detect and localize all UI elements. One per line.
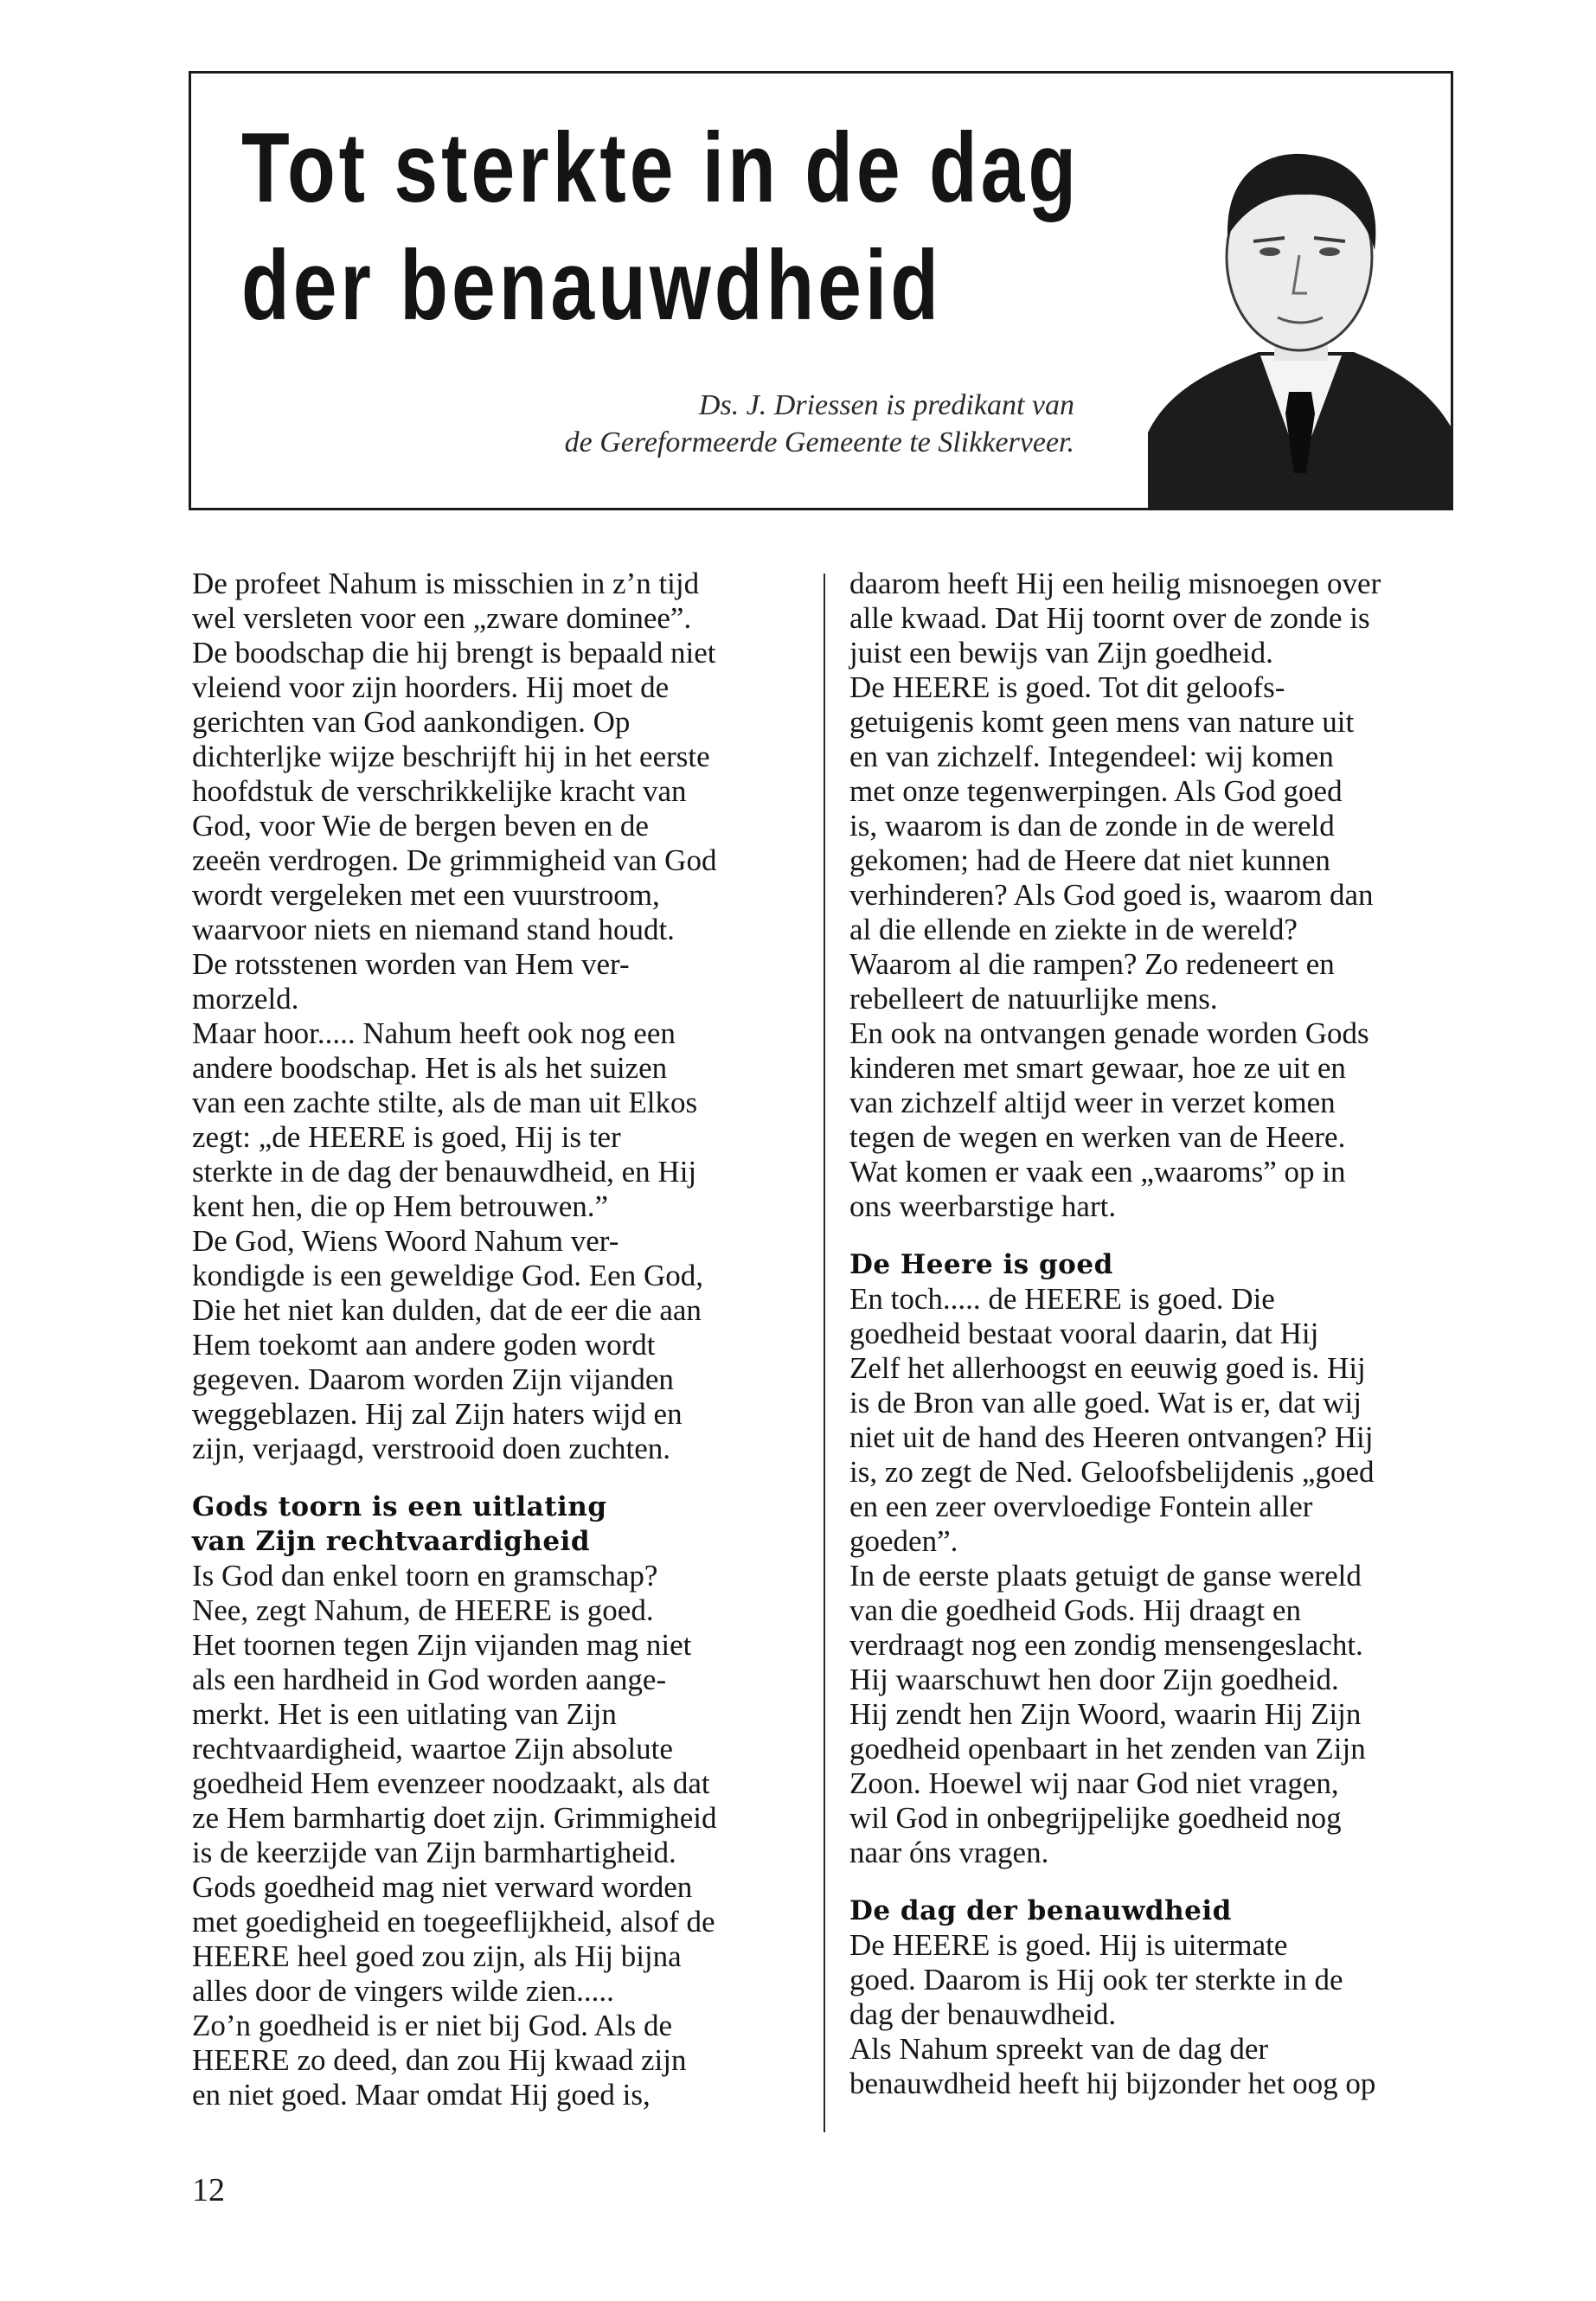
text-line: tegen de wegen en werken van de Heere. (849, 1120, 1346, 1154)
text-line: met onze tegenwerpingen. Als God goed (849, 774, 1343, 808)
text-line: De HEERE is goed. Tot dit geloofs- (849, 670, 1285, 704)
text-line: goedheid bestaat vooral daarin, dat Hij (849, 1317, 1319, 1350)
text-line: Is God dan enkel toorn en gramschap? (192, 1559, 658, 1593)
text-line: De HEERE is goed. Hij is uitermate (849, 1928, 1288, 1962)
text-line: benauwdheid heeft hij bijzonder het oog op (849, 2067, 1376, 2100)
section-heading (849, 1247, 1455, 1282)
text-line: al die ellende en ziekte in de wereld? (849, 913, 1298, 946)
text-line: daarom heeft Hij een heilig misnoegen over (849, 567, 1381, 600)
text-line: merkt. Het is een uitlating van Zijn (192, 1697, 617, 1731)
text-line: Die het niet kan dulden, dat de eer die aan (192, 1293, 702, 1327)
text-line: juist een bewijs van Zijn goedheid. (849, 636, 1273, 670)
section-heading (849, 1894, 1455, 1928)
header-box (189, 71, 1453, 510)
text-line: In de eerste plaats getuigt de ganse wereld (849, 1559, 1362, 1593)
paragraph (849, 1282, 1455, 1870)
text-line: En ook na ontvangen genade worden Gods (849, 1016, 1369, 1050)
text-line: rechtvaardigheid, waartoe Zijn absolute (192, 1732, 673, 1766)
text-line: ze Hem barmhartig doet zijn. Grimmigheid (192, 1801, 717, 1835)
photo-caption (565, 387, 1074, 461)
text-line: De profeet Nahum is misschien in z’n tijd (192, 567, 700, 600)
paragraph (849, 1928, 1455, 2101)
caption-line: de Gereformeerde Gemeente te Slikkerveer. (564, 426, 1074, 458)
text-line: alles door de vingers wilde zien..... (192, 1974, 614, 2008)
text-line: waarvoor niets en niemand stand houdt. (192, 913, 675, 946)
text-line: en niet goed. Maar omdat Hij goed is, (192, 2078, 651, 2112)
text-line: is de keerzijde van Zijn barmhartigheid. (192, 1836, 676, 1869)
paragraph (849, 567, 1455, 1224)
caption-line: Ds. J. Driessen is predikant van (698, 389, 1074, 421)
text-line: is, zo zegt de Ned. Geloofsbelijdenis „goed (849, 1455, 1375, 1489)
text-line: dag der benauwdheid. (849, 1997, 1117, 2031)
text-line: en van zichzelf. Integendeel: wij komen (849, 740, 1334, 773)
text-line: Maar hoor..... Nahum heeft ook nog een (192, 1016, 676, 1050)
text-line: andere boodschap. Het is als het suizen (192, 1051, 668, 1085)
text-line: zijn, verjaagd, verstrooid doen zuchten. (192, 1432, 670, 1465)
text-line: Het toornen tegen Zijn vijanden mag niet (192, 1628, 692, 1662)
heading-line: van Zijn rechtvaardigheid (192, 1526, 591, 1557)
text-line: De boodschap die hij brengt is bepaald niet (192, 636, 716, 670)
text-line: Zelf het allerhoogst en eeuwig goed is. Hij (849, 1351, 1366, 1385)
text-line: HEERE heel goed zou zijn, als Hij bijna (192, 1939, 682, 1973)
text-line: ons weerbarstige hart. (849, 1189, 1117, 1223)
text-line: als een hardheid in God worden aange- (192, 1663, 667, 1696)
text-line: gegeven. Daarom worden Zijn vijanden (192, 1362, 674, 1396)
text-line: van die goedheid Gods. Hij draagt en (849, 1593, 1301, 1627)
text-line: Hem toekomt aan andere goden wordt (192, 1328, 656, 1362)
text-line: De God, Wiens Woord Nahum ver- (192, 1224, 619, 1258)
column-divider (824, 574, 825, 2132)
text-line: kondigde is een geweldige God. Een God, (192, 1259, 703, 1292)
text-line: Hij zendt hen Zijn Woord, waarin Hij Zijn (849, 1697, 1362, 1731)
text-line: goed. Daarom is Hij ook ter sterkte in de (849, 1963, 1343, 1997)
text-line: rebelleert de natuurlijke mens. (849, 982, 1218, 1016)
text-line: gerichten van God aankondigen. Op (192, 705, 631, 739)
text-line: verdraagt nog een zondig mensengeslacht. (849, 1628, 1363, 1662)
text-line: is de Bron van alle goed. Wat is er, dat wij (849, 1386, 1362, 1420)
text-line: Hij waarschuwt hen door Zijn goedheid. (849, 1663, 1339, 1696)
heading-line: De Heere is goed (849, 1249, 1113, 1280)
text-line: en een zeer overvloedige Fontein aller (849, 1490, 1313, 1523)
text-line: wordt vergeleken met een vuurstroom, (192, 878, 660, 912)
paragraph (192, 567, 798, 1466)
text-line: morzeld. (192, 982, 299, 1016)
text-line: kent hen, die op Hem betrouwen.” (192, 1189, 609, 1223)
text-line: Wat komen er vaak een „waaroms” op in (849, 1155, 1346, 1189)
text-line: verhinderen? Als God goed is, waarom dan (849, 878, 1374, 912)
left-column (192, 567, 798, 2112)
text-line: gekomen; had de Heere dat niet kunnen (849, 843, 1330, 877)
paragraph (192, 1559, 798, 2112)
article-title (241, 110, 1080, 345)
section-heading (192, 1490, 798, 1559)
text-line: Waarom al die rampen? Zo redeneert en (849, 947, 1335, 981)
title-line: Tot sterkte in de dag (241, 113, 1080, 223)
text-line: Gods goedheid mag niet verward worden (192, 1870, 693, 1904)
text-line: sterkte in de dag der benauwdheid, en Hij (192, 1155, 697, 1189)
text-line: dichterljke wijze beschrijft hij in het eerste (192, 740, 710, 773)
right-column (849, 567, 1455, 2101)
author-portrait (1148, 134, 1451, 510)
text-line: Als Nahum spreekt van de dag der (849, 2032, 1269, 2066)
text-line: vleiend voor zijn hoorders. Hij moet de (192, 670, 670, 704)
text-line: zeeën verdrogen. De grimmigheid van God (192, 843, 717, 877)
text-line: goeden”. (849, 1524, 958, 1558)
text-line: De rotsstenen worden van Hem ver- (192, 947, 630, 981)
text-line: En toch..... de HEERE is goed. Die (849, 1282, 1275, 1316)
text-line: met goedigheid en toegeeflijkheid, alsof de (192, 1905, 715, 1939)
text-line: is, waarom is dan de zonde in de wereld (849, 809, 1335, 843)
text-line: weggeblazen. Hij zal Zijn haters wijd en (192, 1397, 683, 1431)
heading-line: Gods toorn is een uitlating (192, 1491, 607, 1522)
text-line: niet uit de hand des Heeren ontvangen? Hij (849, 1420, 1374, 1454)
text-line: hoofdstuk de verschrikkelijke kracht van (192, 774, 687, 808)
text-line: van een zachte stilte, als de man uit Elkos (192, 1086, 698, 1119)
text-line: God, voor Wie de bergen beven en de (192, 809, 649, 843)
page-number: 12 (192, 2172, 225, 2208)
heading-line: De dag der benauwdheid (849, 1895, 1232, 1926)
text-line: Zoon. Hoewel wij naar God niet vragen, (849, 1766, 1339, 1800)
text-line: wil God in onbegrijpelijke goedheid nog (849, 1801, 1342, 1835)
text-line: naar óns vragen. (849, 1836, 1049, 1869)
text-line: getuigenis komt geen mens van nature uit (849, 705, 1355, 739)
text-line: Zo’n goedheid is er niet bij God. Als de (192, 2009, 673, 2042)
title-line: der benauwdheid (241, 231, 942, 341)
text-line: kinderen met smart gewaar, hoe ze uit en (849, 1051, 1346, 1085)
text-line: zegt: „de HEERE is goed, Hij is ter (192, 1120, 621, 1154)
text-line: wel versleten voor een „zware dominee”. (192, 601, 692, 635)
text-line: alle kwaad. Dat Hij toornt over de zonde is (849, 601, 1370, 635)
text-line: goedheid Hem evenzeer noodzaakt, als dat (192, 1766, 710, 1800)
text-line: HEERE zo deed, dan zou Hij kwaad zijn (192, 2043, 687, 2077)
text-line: goedheid openbaart in het zenden van Zijn (849, 1732, 1366, 1766)
text-line: van zichzelf altijd weer in verzet komen (849, 1086, 1336, 1119)
text-line: Nee, zegt Nahum, de HEERE is goed. (192, 1593, 654, 1627)
